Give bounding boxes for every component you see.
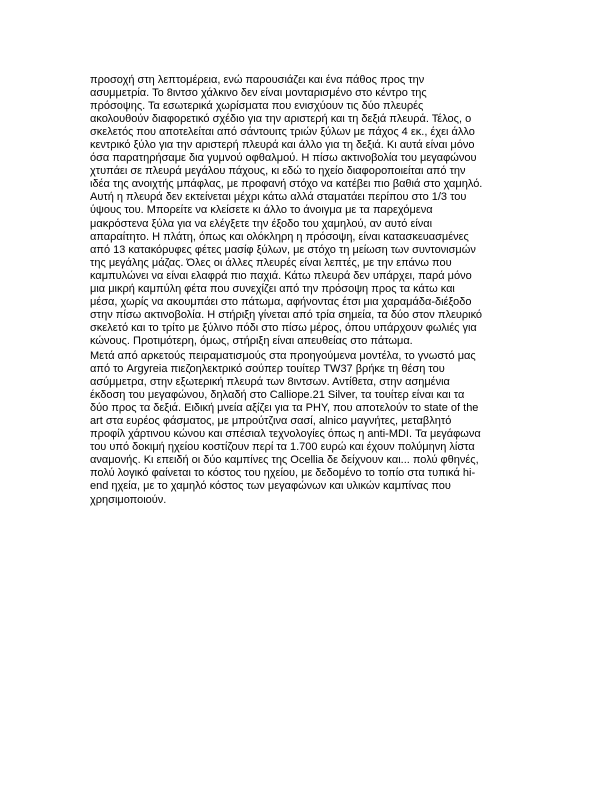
text-line: ύψους του. Μπορείτε να κλείσετε κι άλλο το άνοιγμα με τα παρεχόμενα [90,204,433,217]
text-line: art στα ευρέος φάσματος, με μπρούτζινα σασί, alnico μαγνήτες, μεταβλητό [90,415,452,428]
text-line: μακρόστενα ξύλα για να ελέγξετε την έξοδο του χαμηλού, αν αυτό είναι [90,217,433,230]
text-line: ιδέα της ανοιχτής μπάφλας, με προφανή στόχο να κατέβει πιο βαθιά στο χαμηλό. [90,178,483,191]
text-line: όσα παρατηρήσαμε δια γυμνού οφθαλμού. Η πίσω ακτινοβολία του μεγαφώνου [90,152,477,165]
text-line: σκελετό και το τρίτο με ξύλινο πόδι στο πίσω μέρος, όπου υπάρχουν φωλιές για [90,321,477,334]
text-line: ασύμμετρα, στην εξωτερική πλευρά των 8ιντσων. Αντίθετα, στην ασημένια [90,376,450,389]
text-line: από το Argyreia πιεζοηλεκτρικό σούπερ τουίτερ TW37 βρήκε τη θέση του [90,363,445,376]
text-line: απαραίτητο. Η πλάτη, όπως και ολόκληρη η πρόσοψη, είναι κατασκευασμένες [90,230,469,243]
text-line: της μεγάλης μάζας. Όλες οι άλλες πλευρές είναι λεπτές, με την επάνω που [90,256,452,269]
paragraph-cabinet-description [90,74,530,348]
text-line: ασυμμετρία. Το 8ιντσο χάλκινο δεν είναι μονταρισμένο στο κέντρο της [90,87,427,100]
text-line: από 13 κατακόρυφες φέτες μασίφ ξύλων, με στόχο τη μείωση των συντονισμών [90,243,476,256]
text-line: χρησιμοποιούν. [90,493,167,506]
text-line: αναμονής. Κι επειδή οι δύο καμπίνες της Ocellia δε δείχνουν και... πολύ φθηνές, [90,454,479,467]
text-line: πρόσοψης. Τα εσωτερικά χωρίσματα που ενισχύουν τις δύο πλευρές [90,100,424,113]
text-line: του υπό δοκιμή ηχείου κοστίζουν περί τα 1.700 ευρώ και έχουν πολύμηνη λίστα [90,441,475,454]
text-line: πολύ λογικό φαίνεται το κόστος του ηχείου, με δεδομένο το τοπίο στα τυπικά hi- [90,467,476,480]
text-line: σκελετός που αποτελείται από σάντουιτς τριών ξύλων με πάχος 4 εκ., έχει άλλο [90,126,475,139]
text-line: end ηχεία, με το χαμηλό κόστος των μεγαφώνων και υλικών καμπίνας που [90,480,451,493]
text-line: δύο προς τα δεξιά. Ειδική μνεία αξίζει για τα PHY, που αποτελούν το state of the [90,402,479,415]
text-line: στην πίσω ακτινοβολία. Η στήριξη γίνεται από τρία σημεία, τα δύο στον πλευρικό [90,308,483,321]
text-line: μέσα, χωρίς να ακουμπάει στο πάτωμα, αφήνοντας έτσι μια χαραμάδα-διέξοδο [90,295,472,308]
text-line: ακολουθούν διαφορετικό σχέδιο για την αριστερή και τη δεξιά πλευρά. Τέλος, ο [90,113,472,126]
text-line: μια μικρή καμπύλη φέτα που συνεχίζει από την πρόσοψη προς τα κάτω και [90,282,455,295]
text-line: Αυτή η πλευρά δεν εκτείνεται μέχρι κάτω αλλά σταματάει περίπου στο 1/3 του [90,191,467,204]
paragraph-drivers-description [90,350,530,507]
text-line: προσοχή στη λεπτομέρεια, ενώ παρουσιάζει και ένα πάθος προς την [90,74,425,86]
text-line: Μετά από αρκετούς πειραματισμούς στα προηγούμενα μοντέλα, το γνωστό μας [90,350,476,362]
text-line: κώνους. Προτιμότερη, όμως, στήριξη είναι απευθείας στο πάτωμα. [90,334,413,347]
text-line: έκδοση του μεγαφώνου, δηλαδή στο Calliope.21 Silver, τα τουίτερ είναι και τα [90,389,465,402]
text-line: προφίλ χάρτινου κώνου και σπέσιαλ τεχνολογίες όπως η anti-MDI. Τα μεγάφωνα [90,428,481,441]
text-line: χτυπάει σε πλευρά μεγάλου πάχους, κι εδώ το ηχείο διαφοροποιείται από την [90,165,466,178]
text-line: κεντρικό ξύλο για την αριστερή πλευρά και άλλο για τη δεξιά. Κι αυτά είναι μόνο [90,139,475,152]
text-line: καμπυλώνει να είναι ελαφρά πιο παχιά. Κάτω πλευρά δεν υπάρχει, παρά μόνο [90,269,472,282]
